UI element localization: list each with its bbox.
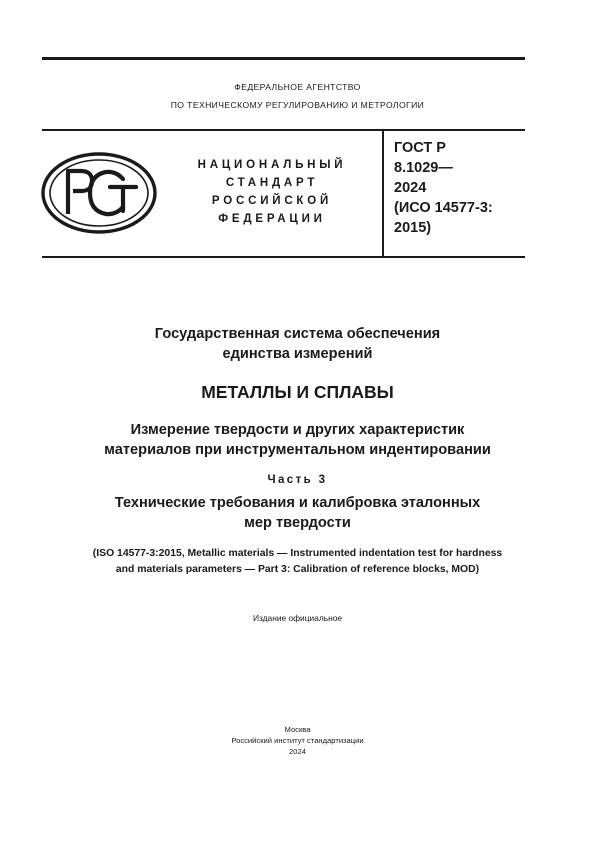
agency-line-2: ПО ТЕХНИЧЕСКОМУ РЕГУЛИРОВАНИЮ И МЕТРОЛОГИИ [170,100,425,110]
designation-line-2: 8.1029— [394,160,453,176]
edition-note: Издание официальное [252,613,343,623]
system-title-line-1: Государственная система обеспечения [154,326,441,342]
part-title-line-2: мер твердости [244,515,351,531]
standard-type-line-1: НАЦИОНАЛЬНЫЙ [197,159,347,171]
system-title-line-2: единства измерений [222,346,373,362]
rst-certification-mark-icon [40,151,158,235]
header-vertical-divider [382,131,384,256]
designation-line-4: (ИСО 14577-3: [394,200,493,216]
main-title: МЕТАЛЛЫ И СПЛАВЫ [201,382,394,402]
iso-reference-line-1: (ISO 14577-3:2015, Metallic materials — Instrumented indentation test for hardness [92,548,503,559]
designation-line-5: 2015) [394,220,432,236]
designation-line-1: ГОСТ Р [394,140,446,156]
standard-type-line-4: ФЕДЕРАЦИИ [218,213,326,225]
imprint-year: 2024 [289,747,306,756]
part-number: Часть 3 [267,474,328,486]
header-top-rule [42,129,525,131]
iso-reference-line-2: and materials parameters — Part 3: Calibration of reference blocks, MOD) [115,564,480,575]
top-rule [42,57,525,60]
subtitle-line-1: Измерение твердости и других характеристик [130,422,465,438]
standard-designation [394,138,544,238]
imprint-publisher: Российский институт стандартизации [231,736,364,745]
subtitle-line-2: материалов при инструментальном индентировании [104,442,491,458]
designation-line-3: 2024 [394,180,427,196]
part-title-line-1: Технические требования и калибровка эталонных [114,495,481,511]
agency-line-1: ФЕДЕРАЛЬНОЕ АГЕНТСТВО [234,82,361,92]
imprint-city: Москва [284,725,311,734]
standard-type-line-3: РОССИЙСКОЙ [211,195,333,207]
standard-type-line-2: СТАНДАРТ [225,177,319,189]
header-bottom-rule [42,256,525,258]
